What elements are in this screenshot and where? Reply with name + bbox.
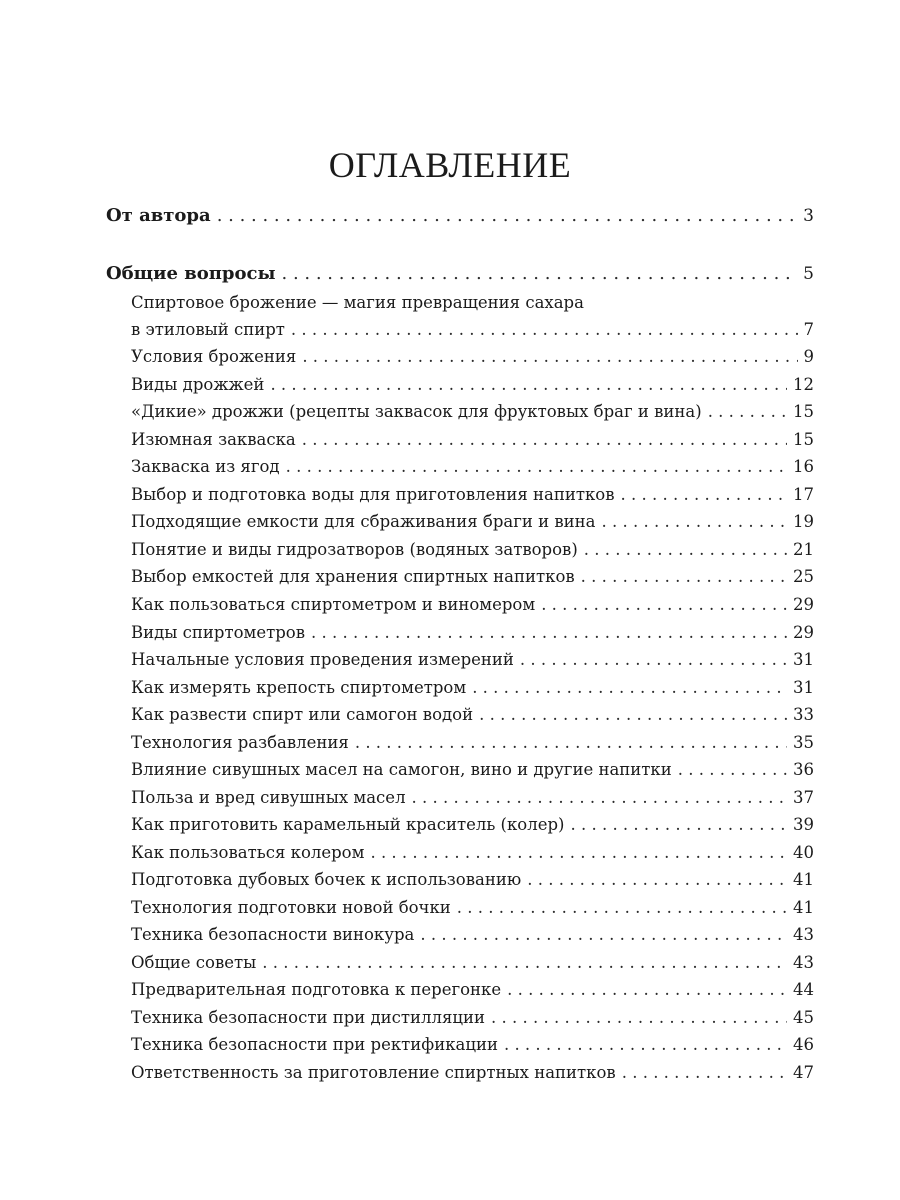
toc-entry[interactable] (131, 456, 814, 478)
dot-leader (412, 787, 787, 809)
toc-entry-label: Как измерять крепость спиртометром (131, 678, 467, 697)
dot-leader (457, 897, 787, 919)
toc-entry-label: Как пользоваться колером (131, 843, 365, 862)
toc-entry-page: 41 (793, 898, 814, 917)
dot-leader (270, 374, 787, 396)
toc-entry[interactable] (131, 401, 814, 423)
dot-leader (302, 346, 797, 368)
toc-entry-label: Выбор емкостей для хранения спиртных напитков (131, 567, 575, 586)
dot-leader (282, 263, 798, 285)
toc-entry-page: 29 (793, 595, 814, 614)
toc-entry-page: 31 (793, 678, 814, 697)
toc-entry-page: 44 (793, 980, 814, 999)
dot-leader (507, 979, 787, 1001)
page-title: ОГЛАВЛЕНИЕ (328, 145, 572, 185)
toc-entry-label: «Дикие» дрожжи (рецепты заквасок для фруктовых браг и вина) (131, 402, 702, 421)
toc-entry-label: в этиловый спирт (131, 320, 285, 339)
toc-entry-page: 40 (793, 843, 814, 862)
toc-entry-page: 41 (793, 870, 814, 889)
toc-entry[interactable] (131, 732, 814, 754)
toc-entry[interactable] (106, 205, 814, 227)
toc-entry-label: Техника безопасности при ректификации (131, 1035, 498, 1054)
toc-entry-label: Польза и вред сивушных масел (131, 788, 406, 807)
toc-entry-page: 29 (793, 623, 814, 642)
dot-leader (217, 205, 797, 227)
toc-entry[interactable] (131, 374, 814, 396)
toc-entry-label: Понятие и виды гидрозатворов (водяных затворов) (131, 540, 578, 559)
toc-entry-page: 12 (793, 375, 814, 394)
toc-entry[interactable] (131, 292, 814, 314)
toc-entry-label: Спиртовое брожение — магия превращения сахара (131, 293, 584, 312)
dot-leader (581, 566, 787, 588)
toc-entry-label: Техника безопасности винокура (131, 925, 415, 944)
toc-entry-label: От автора (106, 205, 211, 226)
toc-entry-page: 36 (793, 760, 814, 779)
dot-leader (678, 759, 787, 781)
toc-entry-page: 33 (793, 705, 814, 724)
toc-entry-page: 35 (793, 733, 814, 752)
toc-entry-label: Общие советы (131, 953, 257, 972)
dot-leader (472, 677, 787, 699)
toc-entry-page: 17 (793, 485, 814, 504)
dot-leader (570, 814, 787, 836)
toc-entry-label: Ответственность за приготовление спиртных напитков (131, 1063, 616, 1082)
toc-entry-page: 19 (793, 512, 814, 531)
toc-entry[interactable] (131, 869, 814, 891)
dot-leader (520, 649, 787, 671)
toc-entry[interactable] (131, 622, 814, 644)
toc-entry-label: Подходящие емкости для сбраживания браги и вина (131, 512, 596, 531)
dot-leader (355, 732, 787, 754)
toc-entry[interactable] (131, 484, 814, 506)
dot-leader (286, 456, 787, 478)
toc-entry[interactable] (131, 842, 814, 864)
toc-entry-label: Виды дрожжей (131, 375, 265, 394)
toc-entry-page: 15 (793, 430, 814, 449)
toc-entry-label: Технология разбавления (131, 733, 349, 752)
toc-entry-label: Технология подготовки новой бочки (131, 898, 451, 917)
toc-entry-label: Как пользоваться спиртометром и виномером (131, 595, 536, 614)
dot-leader (708, 401, 787, 423)
toc-entry-label: Условия брожения (131, 347, 297, 366)
toc-entry-page: 5 (803, 264, 814, 284)
dot-leader (262, 952, 787, 974)
toc-entry-page: 25 (793, 567, 814, 586)
dot-leader (302, 429, 787, 451)
toc-entry-label: Общие вопросы (106, 263, 276, 284)
toc-entry-page: 43 (793, 953, 814, 972)
dot-leader (621, 484, 787, 506)
toc-entry-page: 31 (793, 650, 814, 669)
dot-leader (527, 869, 787, 891)
toc-entry-label: Выбор и подготовка воды для приготовления напитков (131, 485, 615, 504)
toc-entry[interactable] (131, 649, 814, 671)
toc-entry[interactable] (131, 1034, 814, 1056)
toc-entry[interactable] (131, 677, 814, 699)
toc-entry-page: 3 (803, 206, 814, 226)
dot-leader (541, 594, 787, 616)
dot-leader (291, 319, 798, 341)
toc-entry-label: Закваска из ягод (131, 457, 280, 476)
toc-entry-page: 9 (803, 347, 814, 366)
toc-entry[interactable] (106, 263, 814, 285)
toc-entry[interactable] (131, 704, 814, 726)
dot-leader (602, 511, 788, 533)
toc-entry-label: Виды спиртометров (131, 623, 306, 642)
toc-entry[interactable] (131, 924, 814, 946)
dot-leader (491, 1007, 787, 1029)
toc-entry-label: Как развести спирт или самогон водой (131, 705, 474, 724)
toc-entry[interactable] (131, 1007, 814, 1029)
toc-entry-label: Начальные условия проведения измерений (131, 650, 514, 669)
toc-entry[interactable] (131, 429, 814, 451)
dot-leader (479, 704, 787, 726)
toc-entry[interactable] (131, 787, 814, 809)
dot-leader (584, 539, 787, 561)
toc-entry[interactable] (131, 1062, 814, 1084)
toc-entry[interactable] (131, 319, 814, 341)
toc-entry-page: 39 (793, 815, 814, 834)
dot-leader (311, 622, 787, 644)
toc-entry-label: Как приготовить карамельный краситель (колер) (131, 815, 565, 834)
toc-entry-label: Техника безопасности при дистилляции (131, 1008, 486, 1027)
dot-leader (622, 1062, 787, 1084)
toc-entry[interactable] (131, 814, 814, 836)
toc-entry-page: 47 (793, 1063, 814, 1082)
toc-entry[interactable] (131, 897, 814, 919)
dot-leader (504, 1034, 787, 1056)
toc-entry[interactable] (131, 979, 814, 1001)
toc-entry[interactable] (131, 346, 814, 368)
toc-entry[interactable] (131, 511, 814, 533)
dot-leader (420, 924, 787, 946)
toc-entry-page: 43 (793, 925, 814, 944)
toc-entry-label: Подготовка дубовых бочек к использованию (131, 870, 522, 889)
toc-entry-page: 16 (793, 457, 814, 476)
toc-entry-label: Влияние сивушных масел на самогон, вино и другие напитки (131, 760, 672, 779)
toc-entry[interactable] (131, 759, 814, 781)
toc-entry[interactable] (131, 952, 814, 974)
toc-entry-page: 21 (793, 540, 814, 559)
dot-leader (370, 842, 787, 864)
toc-entry-page: 45 (793, 1008, 814, 1027)
toc-entry-label: Предварительная подготовка к перегонке (131, 980, 502, 999)
toc-entry-page: 46 (793, 1035, 814, 1054)
toc-entry-page: 37 (793, 788, 814, 807)
toc-entry[interactable] (131, 566, 814, 588)
toc-entry[interactable] (131, 594, 814, 616)
toc-entry-page: 7 (803, 320, 814, 339)
toc-entry[interactable] (131, 539, 814, 561)
toc-entry-label: Изюмная закваска (131, 430, 296, 449)
toc-entry-page: 15 (793, 402, 814, 421)
